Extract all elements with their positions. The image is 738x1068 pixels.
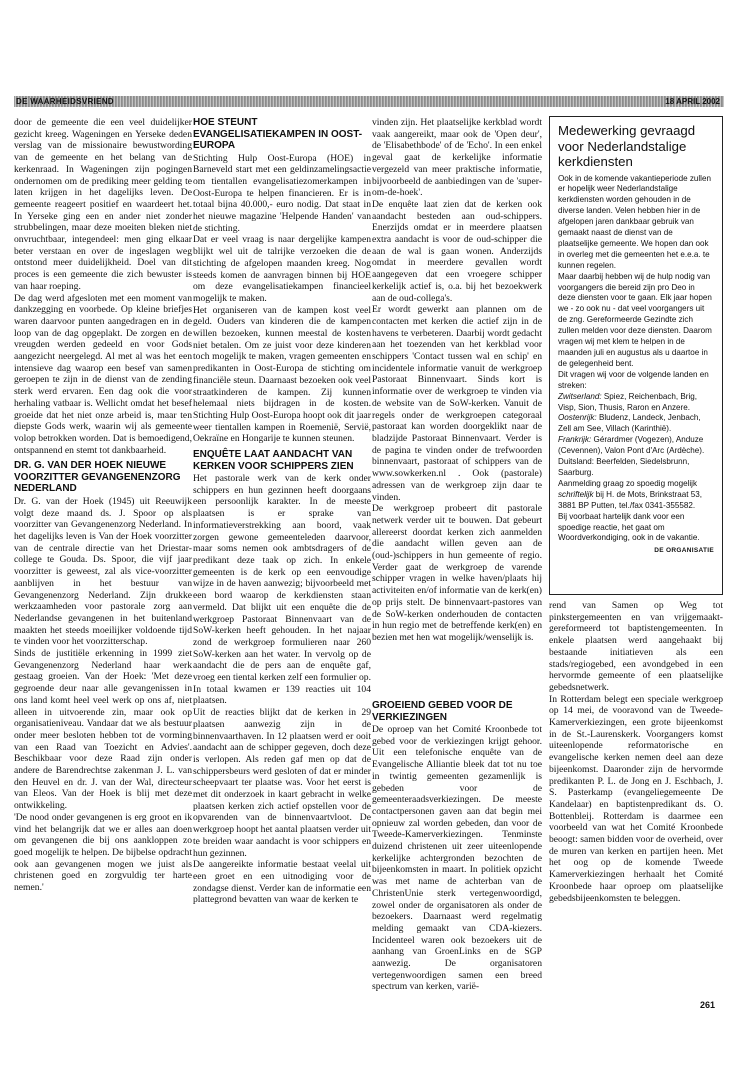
country-label: Zwitserland: <box>558 391 602 401</box>
sidebar-paragraph: Aanmelding graag zo spoedig mogelijk schriftelijk bij H. de Mots, Brinkstraat 53, 3881 BP Putten, tel./fax 0341-355582. <box>558 478 702 510</box>
column-2 <box>193 117 371 906</box>
masthead: DE WAARHEIDSVRIEND <box>16 97 114 106</box>
sidebar-paragraph: Ook in de komende vakantieperiode zullen er hopelijk weer Nederlandstalige kerkdiensten worden gehouden in de diverse landen. Velen hebben hier in de afgelopen jaren dankbaar gebruik van gemaakt naast de dienst van de plaatselijke gemeente. We hopen dan ook in overleg met die gemeenten het e.e.a. te kunnen regelen. <box>558 173 711 270</box>
paragraph: 'De nood onder gevangenen is erg groot en ik vind het belangrijk dat we er alles aan doen om gevangenen die bij ons aankloppen zo goed mogelijk te helpen. De bijbelse opdracht ook aan gevangenen mogen we juist als christenen goed en zorgvuldig ter harte nemen.' <box>14 811 192 894</box>
paragraph: De werkgroep probeert dit pastorale netwerk verder uit te bouwen. Dat gebeurt allereerst doordat kerken zich aanmelden die aandacht willen geven aan de (oud-)schippers in hun gemeente of regio. Verder gaat de werkgroep de varende schipper vragen in welke haven/plaats hij activiteiten en/of informatie van de kerk(en) op prijs stelt. De binnenvaart-pastores van de SoW-kerken onderhouden de contacten in hun regio met de betreffende kerk(en) en bezien met hen wat mogelijk/wenselijk is. <box>372 503 542 643</box>
issue-date: 18 APRIL 2002 <box>665 97 720 106</box>
country-entry: Duitsland: Beerfelden, Siedelsbrunn, Saarburg. <box>558 457 690 477</box>
country-places: Spiez, Reichenbach, Brig, Visp, Sion, Thusis, Raron en Anzere. <box>558 391 698 412</box>
article-heading: HOE STEUNT EVANGELISATIEKAMPEN IN OOST-EUROPA <box>193 117 363 151</box>
column-4 <box>549 600 723 904</box>
sidebar-paragraph: Dit vragen wij voor de volgende landen en streken: <box>558 369 709 390</box>
paragraph: De oproep van het Comité Kroonbede tot gebed voor de verkiezingen krijgt gehoor. Uit een telefonische enquête van de Evangelische Alliantie bleek dat tot nu toe in twintig gemeenten gezamenlijk is gebeden voor de gemeenteraadsverkiezingen. De meeste contactpersonen gaven aan dat begin mei opnieuw zal worden gebeden, dan voor de Tweede-Kamerverkiezingen. Tenminste duizend christenen uit zeer uiteenlopende kerkelijke achtergronden bezochten de bijeenkomsten in maart. In politiek opzicht was met name de achterban van de ChristenUnie sterk vertegenwoordigd, zowel onder de organisatoren als onder de bezoekers. Daarnaast werd regelmatig melding gemaakt van CDA-kiezers. Incidenteel waren ook bezoekers uit de aanhang van GroenLinks en de SGP aanwezig. De organisatoren vertegenwoordigen samen een breed spectrum van kerken, varië- <box>372 724 542 993</box>
running-header <box>14 96 724 107</box>
paragraph: Uit de reacties blijkt dat de kerken in 29 plaatsen aanwezig zijn in de binnenvaarthaven. In 12 plaatsen werd er ooit aandacht aan de schipper gegeven, doch deze is verlopen. Als reden gaf men op dat de schippersbeurs werd gesloten of dat er minder scheepvaart ter plaatse was. Voor het eerst is met dit onderzoek in kaart gebracht in welke plaatsen kerken zich actief opstellen voor de opvarenden van de binnenvaartvloot. De werkgroep hoopt het aantal plaatsen verder uit te breiden waar aandacht is voor schippers en hun gezinnen. <box>193 707 371 859</box>
country-entry <box>558 392 714 414</box>
sidebar-title: Medewerking gevraagd voor Nederlandstalige kerkdiensten <box>558 123 696 169</box>
paragraph: In Rotterdam belegt een speciale werkgroep op 14 mei, de vooravond van de Tweede-Kamerverkiezingen, een grote bijeenkomst in de St.-Laurenskerk. Voorgangers komst uiteenlopende reformatorische en evangelische kerken nemen deel aan deze bijeenkomst. Daaronder zijn de hervormde predikanten P. L. de Jong en J. Eschbach, J. S. Pasterkamp (evangeliegemeente De Kandelaar) en baptistenpredikant ds. O. Bottenbleij. Rotterdam is daarmee een voorbeeld van wat het Comité Kroonbede beoogt: samen bidden voor de overheid, over de muren van kerken en partijen heen. Met het oog op de komende Tweede Kamerverkiezingen herhaalt het Comité Kroonbede haar oproep om plaatselijke gebedsbijeenkomsten te beleggen. <box>549 693 723 904</box>
article-heading: ENQUÊTE LAAT AANDACHT VAN KERKEN VOOR SCHIPPERS ZIEN <box>193 449 354 472</box>
country-entry <box>558 413 714 435</box>
country-places: Bludenz, Landeck, Jenbach, Zell am See, Villach (Karinthië). <box>558 413 701 434</box>
paragraph: Er wordt gewerkt aan plannen om de contacten met kerken die actief zijn in de havens te verbeteren. Daarbij wordt gedacht aan het toezenden van het kerkblad voor schippers 'Contact tussen wal en schip' en incidentele informatie vanuit de werkgroep Pastoraat Binnenvaart. Sinds kort is informatie over de werkgroep te vinden via de website van de SoW-kerken. Vanuit de regels onder de werkgroepen categoraal pastoraat kan worden doorgeklikt naar de bladzijde Pastoraat Binnenvaart. Verder is de pagina te vinden onder de trefwoorden binnenvaart, pastoraat of schippers van de www.sowkerken.nl . Ook (pastorale) adressen van de werkgroep zijn daar te vinden. <box>372 304 542 503</box>
paragraph: De aangereikte informatie bestaat veelal uit een groet en een uitnodiging voor de zondagse dienst. Verder kan de informatie een plattegrond bevatten van waar de kerken te <box>193 859 371 906</box>
article-heading: DR. G. VAN DER HOEK NIEUWE VOORZITTER GEVANGENENZORG NEDERLAND <box>14 460 181 495</box>
paragraph: vinden zijn. Het plaatselijke kerkblad wordt vaak aangereikt, maar ook de 'Open deur', de 'Elisabethbode' of de 'Echo'. In een enkel geval gaat de kerkelijke informatie vergezeld van meer praktische informatie, bijvoorbeeld de aanbiedingen van de 'super-om-de-hoek'. <box>372 117 542 199</box>
country-entry <box>558 435 714 457</box>
column-3-continued <box>372 700 542 993</box>
sidebar-paragraph: Maar daarbij hebben wij de hulp nodig van voorgangers die bereid zijn pro Deo in deze diensten voor te gaan. Elk jaar hopen we - zo ook nu - dat veel voorgangers uit de zng. Gereformeerde Gezindte zich zullen melden voor deze diensten. Daarom vragen wij met klem te helpen in de maanden juli en augustus als u daartoe in de gelegenheid bent. <box>558 271 712 368</box>
sidebar-paragraph: Bij voorbaat hartelijk dank voor een spoedige reactie, het gaat om Woordverkondiging, ook in de vakantie. <box>558 511 700 543</box>
paragraph: Het organiseren van de kampen kost veel geld. Ouders van kinderen die de kampen willen bezoeken, kunnen meestal de kosten niet betalen. Om ze juist voor deze kinderen toch mogelijk te maken, vragen gemeenten en predikanten in Oost-Europa de stichting om financiële steun. Daarnaast bezoeken ook veel straatkinderen de kampen. Zij kunnen helemaal niets bijdragen in de kosten. Stichting Hulp Oost-Europa hoopt ook dit jaar weer tientallen kampen in Roemenië, Servië, Oekraïne en Hongarije te kunnen steunen. <box>193 304 371 445</box>
paragraph: Dr. G. van der Hoek (1945) uit Reeuwijk volgt deze maand ds. J. Spoor op als voorzitter van Gevangenenzorg Nederland. In het dagelijks leven is Van der Hoek voorzitter van de centrale directie van het Driestar-college te Gouda. Ds. Spoor, die vijf jaar voorzitter is geweest, zal als vice-voorzitter aanblijven in het bestuur van Gevangenenzorg Nederland. Zijn drukke werkzaamheden voor pastorale zorg aan Nederlandse gevangenen in het buitenland maakten het steeds moeilijker voldoende tijd te vinden voor het voorzitterschap. <box>14 495 192 648</box>
paragraph: De enquête laat zien dat de kerken ook aandacht besteden aan oud-schippers. Enerzijds omdat er in meerdere plaatsen extra aandacht is voor de oud-schipper die aan de wal is gaan wonen. Anderzijds omdat in meerdere gevallen wordt aangegeven dat een vroegere schipper kerkelijk actief is, o.a. bij het bezoekwerk aan de oud-collega's. <box>372 198 542 304</box>
paragraph: rend van Samen op Weg tot pinkstergemeenten en van vrijgemaakt-gereformeerd tot baptistengemeenten. In enkele plaatsen werd aangehaakt bij bestaande initiatieven als een stads/regiogebed, een avondgebed in een hervormde gemeente of een plaatselijke gebedsnetwerk. <box>549 600 723 693</box>
page-number: 261 <box>700 1000 716 1010</box>
paragraph: Stichting Hulp Oost-Europa (HOE) in Barneveld start met een geldinzamelingsactie om tientallen evangelisatiezomerkampen in Oost-Europa te helpen financieren. Er is in totaal bijna 40.000,- euro nodig. Dat staat in het nieuwe magazine 'Helpende Handen' van de stichting. <box>193 152 371 234</box>
country-places: Gérardmer (Vogezen), Anduze (Cevennen), Valon Pont d'Arc (Ardèche). <box>558 435 705 456</box>
column-3 <box>372 117 542 644</box>
paragraph: De dag werd afgesloten met een moment van dankzegging en voorbede. Op kleine briefjes waren daarvoor punten aangedragen en in de loop van de dag opgeplakt. De zorgen en de vreugden werden gedeeld en voor Gods aangezicht neergelegd. Al met al was het een intensieve dag waarop een besef van samen geroepen te zijn in de dienst van de zending sterk werd ervaren. Een dag ook die voor herhaling vatbaar is. Wellicht omdat het besef groeide dat het niet onze arbeid is, maar ten diepste Gods werk, waarin wij als gemeente volop betrokken worden. Dat is bemoedigend, ontspannend en stemt tot dankbaarheid. <box>14 292 192 456</box>
article-heading: GROEIEND GEBED VOOR DE VERKIEZINGEN <box>372 700 513 723</box>
paragraph: Dat er veel vraag is naar dergelijke kampen blijkt wel uit de talrijke verzoeken die de stichting de afgelopen maanden kreeg. Nog steeds komen de aanvragen binnen bij HOE om deze evangelisatiekampen financieel mogelijk te maken. <box>193 234 371 304</box>
sidebar-signature: DE ORGANISATIE <box>654 547 714 555</box>
column-1 <box>14 117 192 894</box>
country-label: Frankrijk: <box>558 435 592 445</box>
paragraph: Sinds de justitiële erkenning in 1999 ziet Gevangenenzorg Nederland haar werk gestaag groeien. Van der Hoek: 'Met deze gegroende deur naar alle gevangenissen in ons land komt heel veel werk op ons af, niet alleen in uitvoerende zin, maar ook op organisatieniveau. Vandaar dat we als bestuur onder meer besloten hebben tot de vorming van een Raad van Toezicht en Advies'. Beschikbaar voor deze Raad zijn onder andere de Barendrechtse zakenman J. L. van den Heuvel en dr. J. van der Wal, directeur van Eleos. Van der Hoek is blij met deze ontwikkeling. <box>14 648 192 812</box>
country-label: Oostenrijk: <box>558 413 597 423</box>
sidebar-notice-box <box>549 116 723 595</box>
paragraph: door de gemeente die een veel duidelijker gezicht kreeg. Wageningen en Yerseke deden verslag van de missionaire bewustwording van de gemeente en het belang van de kerkenraad. In Wageningen zijn pogingen ondernomen om de prediking meer gelding te laten krijgen in het dagelijks leven. De gemeente reageert positief en waardeert het. In Yerseke ging een en ander niet zonder strubbelingen, maar deze moeiten bleken niet onvruchtbaar, integendeel: men ging elkaar beter verstaan en over de ingeslagen weg ontstond meer duidelijkheid. Doel van dit proces is een gemeente die zich bewuster is van haar roeping. <box>14 117 192 292</box>
paragraph: Het pastorale werk van de kerk onder schippers en hun gezinnen heeft doorgaans een persoonlijk karakter. In de meeste plaatsen is er sprake van informatieverstrekking aan boord, vaak zorgen gewone gemeenteleden daarvoor, maar soms nemen ook ambtsdragers of de predikant deze taak op zich. In enkele gemeenten is de kerk op een eenvoudige wijze in de haven aanwezig; bijvoorbeeld met een bord waarop de kerkdiensten staan vermeld. Dat blijkt uit een enquête die de werkgroep Pastoraat Binnenvaart van de SoW-kerken heeft gehouden. In het najaar zond de werkgroep formulieren naar 260 SoW-kerken aan het water. In vervolg op de aandacht die de pers aan de enquête gaf, vroeg een tiental kerken zelf een formulier op. In totaal kwamen er 139 reacties uit 104 plaatsen. <box>193 473 371 707</box>
